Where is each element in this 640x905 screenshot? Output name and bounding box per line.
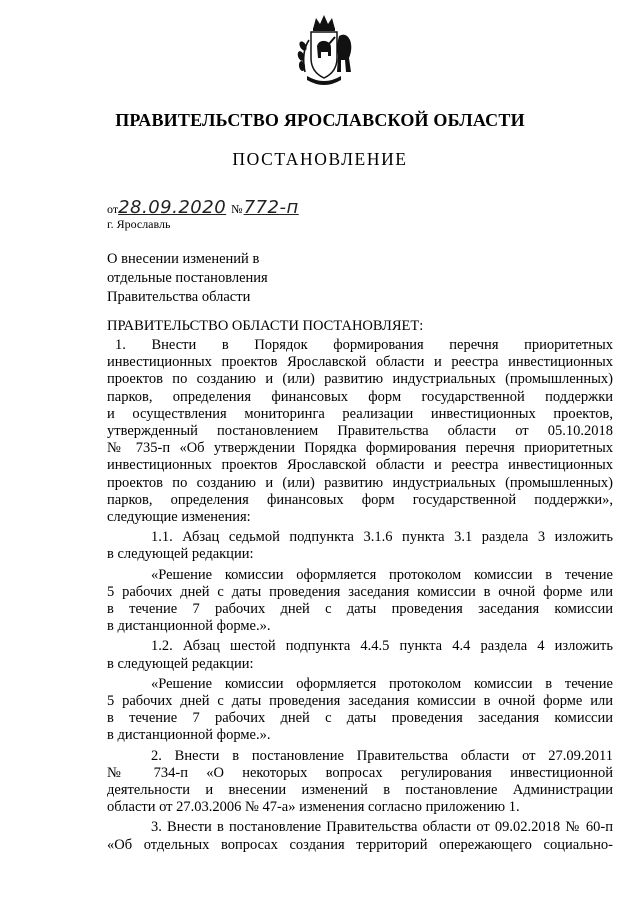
handwritten-date: 28.09.2020 (118, 197, 227, 218)
body-line: инвестиционных проектов Ярославской области и реестра инвестиционных (107, 457, 613, 474)
body-line: утвержденный постановлением Правительства области от 05.10.2018 (107, 423, 613, 440)
registration-line (107, 197, 299, 218)
body-line: инвестиционных проектов Ярославской области и реестра инвестиционных (107, 354, 613, 371)
body-line: «Об отдельных вопросах создания территорий опережающего социально- (107, 836, 613, 853)
date-from-label: от (107, 202, 119, 216)
number-label: № (231, 202, 243, 216)
body-line: № 735-п «Об утверждении Порядка формирования перечня приоритетных (107, 440, 613, 457)
body-line: в дистанционной форме.». (107, 727, 271, 744)
subject-line: отдельные постановления (107, 270, 268, 286)
body-line: «Решение комиссии оформляется протоколом комиссии в течение (151, 675, 613, 692)
handwritten-number: 772-п (243, 197, 299, 218)
subject-line: О внесении изменений в (107, 251, 260, 267)
body-line: 5 рабочих дней с даты проведения заседания комиссии в очной форме или (107, 583, 613, 600)
document-type-heading: ПОСТАНОВЛЕНИЕ (232, 149, 408, 169)
body-line: 5 рабочих дней с даты проведения заседания комиссии в очной форме или (107, 693, 613, 710)
body-line: проектов по созданию и (или) развитию индустриальных (промышленных) (107, 371, 613, 388)
body-line: 3. Внести в постановление Правительства области от 09.02.2018 № 60-п (151, 819, 613, 836)
body-line: «Решение комиссии оформляется протоколом комиссии в течение (151, 566, 613, 583)
city-of-issue: г. Ярославль (107, 217, 171, 231)
body-line: в течение 7 рабочих дней с даты проведения заседания комиссии (107, 601, 613, 618)
body-line: парков, определения финансовых форм государственной поддержки», (107, 491, 613, 508)
body-line: в следующей редакции: (107, 546, 254, 563)
subject-line: Правительства области (107, 289, 251, 305)
body-line: 2. Внести в постановление Правительства области от 27.09.2011 (151, 747, 613, 764)
body-line: деятельности и внесении изменений в постановление Администрации (107, 782, 613, 799)
body-line: парков, определения финансовых форм государственной поддержки (107, 388, 613, 405)
body-line: в течение 7 рабочих дней с даты проведения заседания комиссии (107, 710, 613, 727)
body-line: 1.2. Абзац шестой подпункта 4.4.5 пункта 4.4 раздела 4 изложить (151, 638, 613, 655)
document-subject (107, 250, 268, 307)
government-title: ПРАВИТЕЛЬСТВО ЯРОСЛАВСКОЙ ОБЛАСТИ (115, 110, 525, 130)
body-line: в дистанционной форме.». (107, 618, 271, 635)
body-line: и осуществления мониторинга реализации инвестиционных проектов, (107, 405, 613, 422)
document-body (107, 337, 613, 854)
body-line: 1.1. Абзац седьмой подпункта 3.1.6 пункта 3.1 раздела 3 изложить (151, 529, 613, 546)
body-line: проектов по созданию и (или) развитию индустриальных (промышленных) (107, 474, 613, 491)
body-line: № 734-п «О некоторых вопросах регулирования инвестиционной (107, 764, 613, 781)
body-line: в следующей редакции: (107, 655, 254, 672)
body-line: 1. Внести в Порядок формирования перечня приоритетных (115, 337, 613, 353)
body-line: следующие изменения: (107, 509, 251, 526)
resolution-clause: ПРАВИТЕЛЬСТВО ОБЛАСТИ ПОСТАНОВЛЯЕТ: (107, 318, 424, 334)
body-line: области от 27.03.2006 № 47-а» изменения согласно приложению 1. (107, 799, 520, 816)
coat-of-arms-emblem (289, 12, 359, 92)
